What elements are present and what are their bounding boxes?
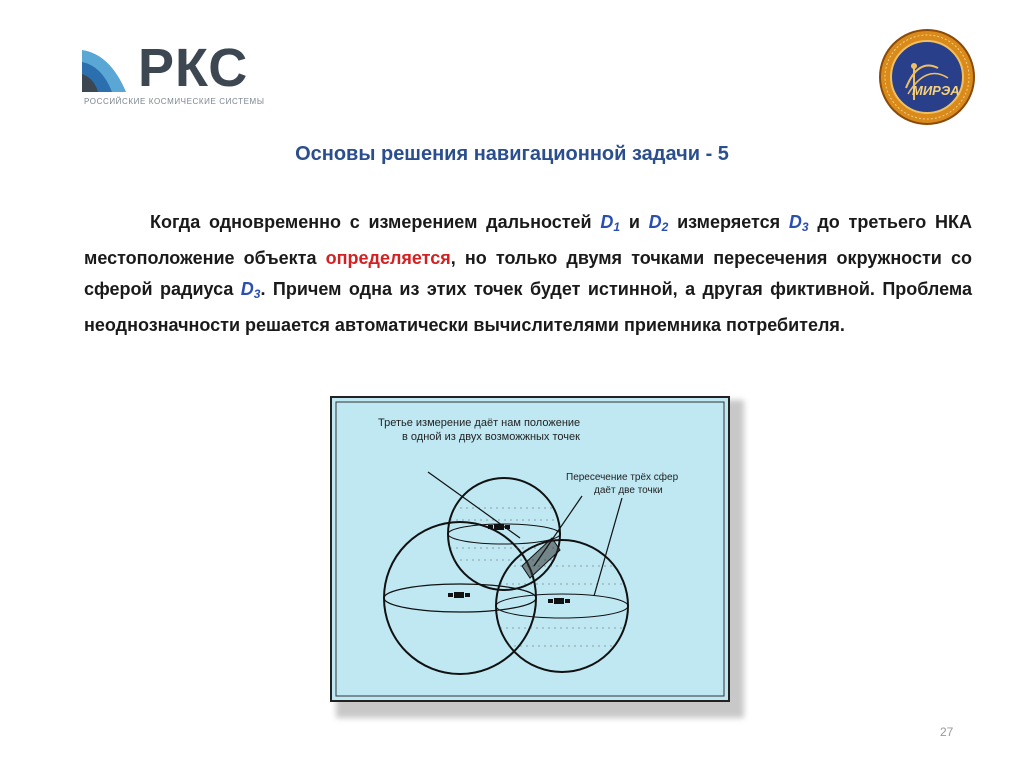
mirea-emblem-icon bbox=[878, 28, 976, 126]
para-text-2: и bbox=[620, 212, 649, 232]
rks-logo bbox=[82, 38, 272, 110]
mirea-emblem-name: МИРЭА bbox=[912, 83, 960, 98]
sphere-diagram bbox=[332, 398, 730, 702]
pointer-arrows bbox=[428, 472, 622, 596]
mirea-emblem bbox=[878, 28, 976, 126]
rks-logo-caption: РОССИЙСКИЕ КОСМИЧЕСКИЕ СИСТЕМЫ bbox=[84, 97, 265, 106]
rks-logo-mark-icon bbox=[82, 44, 130, 92]
body-paragraph bbox=[84, 207, 972, 341]
figure-caption-line-1: Третье измерение даёт нам положение bbox=[378, 417, 581, 429]
rks-logo-letters: РКС bbox=[138, 38, 249, 98]
para-text-1: Когда одновременно с измерением дальностей bbox=[150, 212, 601, 232]
para-text-3: измеряется bbox=[668, 212, 789, 232]
d1-symbol: $D_1$ bbox=[600, 212, 621, 234]
sphere-right bbox=[496, 540, 628, 672]
satellite-icon bbox=[548, 598, 570, 604]
figure-label-line-2: даёт две точки bbox=[594, 485, 663, 496]
d2-symbol: $D_2$ bbox=[648, 212, 669, 234]
para-text-6: . Причем одна из этих точек будет истинной, а другая фиктивной. Проблема неоднозначности решается автоматически вычислителями приемника потребителя. bbox=[84, 279, 972, 335]
figure-label-line-1: Пересечение трёх сфер bbox=[566, 472, 679, 483]
page-number: 27 bbox=[940, 725, 954, 739]
figure-caption-line-2: в одной из двух возможжных точек bbox=[402, 431, 580, 443]
para-text-4: до третьего НКА местоположение объекта bbox=[84, 212, 973, 268]
slide-title: Основы решения навигационной задачи - 5 bbox=[295, 143, 729, 165]
d3-symbol: $D_3$ bbox=[788, 212, 809, 234]
satellite-icon bbox=[448, 592, 470, 598]
highlight-word: определяется bbox=[325, 248, 451, 268]
sphere-intersection-figure bbox=[330, 396, 730, 702]
para-text-5: , но только двумя точками пересечения окружности со сферой радиуса bbox=[84, 248, 972, 299]
d3-radius-symbol: $D_3$ bbox=[240, 279, 261, 301]
